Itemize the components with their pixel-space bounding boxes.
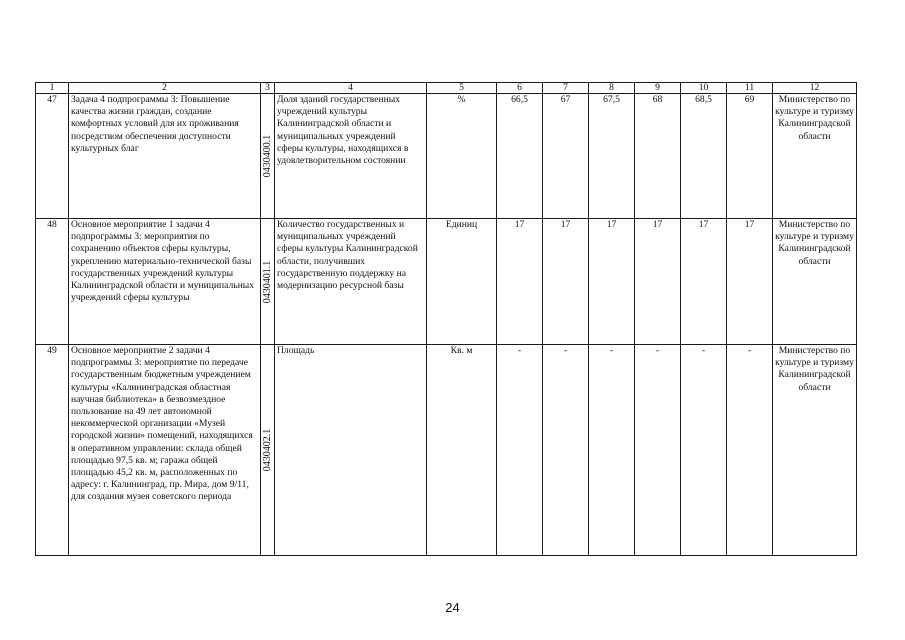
responsible-body: Министерство по культуре и туризму Калининградской области: [773, 345, 857, 556]
header-cell: 4: [275, 83, 427, 94]
row-number: 48: [36, 219, 69, 345]
program-code-cell: [261, 219, 275, 345]
value-cell: 68,5: [681, 94, 727, 219]
program-code-cell: [261, 94, 275, 219]
program-code: 0430402.1: [261, 428, 273, 472]
responsible-body: Министерство по культуре и туризму Калининградской области: [773, 219, 857, 345]
row-number: 49: [36, 345, 69, 556]
header-cell: 2: [69, 83, 261, 94]
unit: Единиц: [427, 219, 497, 345]
header-cell: 8: [589, 83, 635, 94]
indicator-name: Площадь: [275, 345, 427, 556]
header-cell: 6: [497, 83, 543, 94]
value-cell: 67,5: [589, 94, 635, 219]
value-cell: 69: [727, 94, 773, 219]
header-row: [36, 83, 857, 94]
value-cell: -: [543, 345, 589, 556]
task-description: Задача 4 подпрограммы 3: Повышение качества жизни граждан, создание комфортных условий для их проживания посредством обеспечения доступности культурных благ: [69, 94, 261, 219]
header-cell: 12: [773, 83, 857, 94]
program-code-cell: [261, 345, 275, 556]
responsible-body: Министерство по культуре и туризму Калининградской области: [773, 94, 857, 219]
value-cell: 17: [681, 219, 727, 345]
task-description: Основное мероприятие 2 задачи 4 подпрограммы 3: мероприятие по передаче государственным бюджетным учреждением культуры «Калининградская областная научная библиотека» в безвозмездное пользование на 49 лет автономной некоммерческой организации «Музей городской жизни» помещений, находящихся в оперативном управлении: склада общей площадью 97,5 кв. м; гаража общей площадью 45,2 кв. м, расположенных по адресу: г. Калининград, пр. Мира, дом 9/11, для создания музея советского периода: [69, 345, 261, 556]
table-row: [36, 345, 857, 556]
value-cell: 17: [727, 219, 773, 345]
task-description: Основное мероприятие 1 задачи 4 подпрограммы 3: мероприятия по сохранению объектов сферы культуры, укреплению материально-технической базы государственных учреждений культуры Калининградской области и муниципальных учреждений сферы культуры: [69, 219, 261, 345]
header-cell: 3: [261, 83, 275, 94]
value-cell: -: [635, 345, 681, 556]
value-cell: -: [727, 345, 773, 556]
value-cell: 17: [497, 219, 543, 345]
value-cell: 66,5: [497, 94, 543, 219]
page-number: 24: [445, 600, 460, 615]
program-code: 0430401.1: [261, 260, 273, 303]
table-row: [36, 94, 857, 219]
value-cell: 67: [543, 94, 589, 219]
header-cell: 11: [727, 83, 773, 94]
value-cell: -: [589, 345, 635, 556]
program-code: 0430400.1: [261, 134, 273, 178]
header-cell: 9: [635, 83, 681, 94]
indicator-name: Количество государственных и муниципальных учреждений сферы культуры Калининградской области, получивших государственную поддержку на модернизацию ресурсной базы: [275, 219, 427, 345]
value-cell: 68: [635, 94, 681, 219]
table-row: [36, 219, 857, 345]
value-cell: 17: [635, 219, 681, 345]
header-cell: 10: [681, 83, 727, 94]
row-number: 47: [36, 94, 69, 219]
unit: %: [427, 94, 497, 219]
value-cell: 17: [543, 219, 589, 345]
unit: Кв. м: [427, 345, 497, 556]
header-cell: 5: [427, 83, 497, 94]
header-cell: 1: [36, 83, 69, 94]
value-cell: -: [497, 345, 543, 556]
header-cell: 7: [543, 83, 589, 94]
value-cell: -: [681, 345, 727, 556]
value-cell: 17: [589, 219, 635, 345]
indicator-name: Доля зданий государственных учреждений культуры Калининградской области и муниципальных учреждений сферы культуры, находящихся в удовлетворительном состоянии: [275, 94, 427, 219]
targets-table: [35, 82, 857, 556]
